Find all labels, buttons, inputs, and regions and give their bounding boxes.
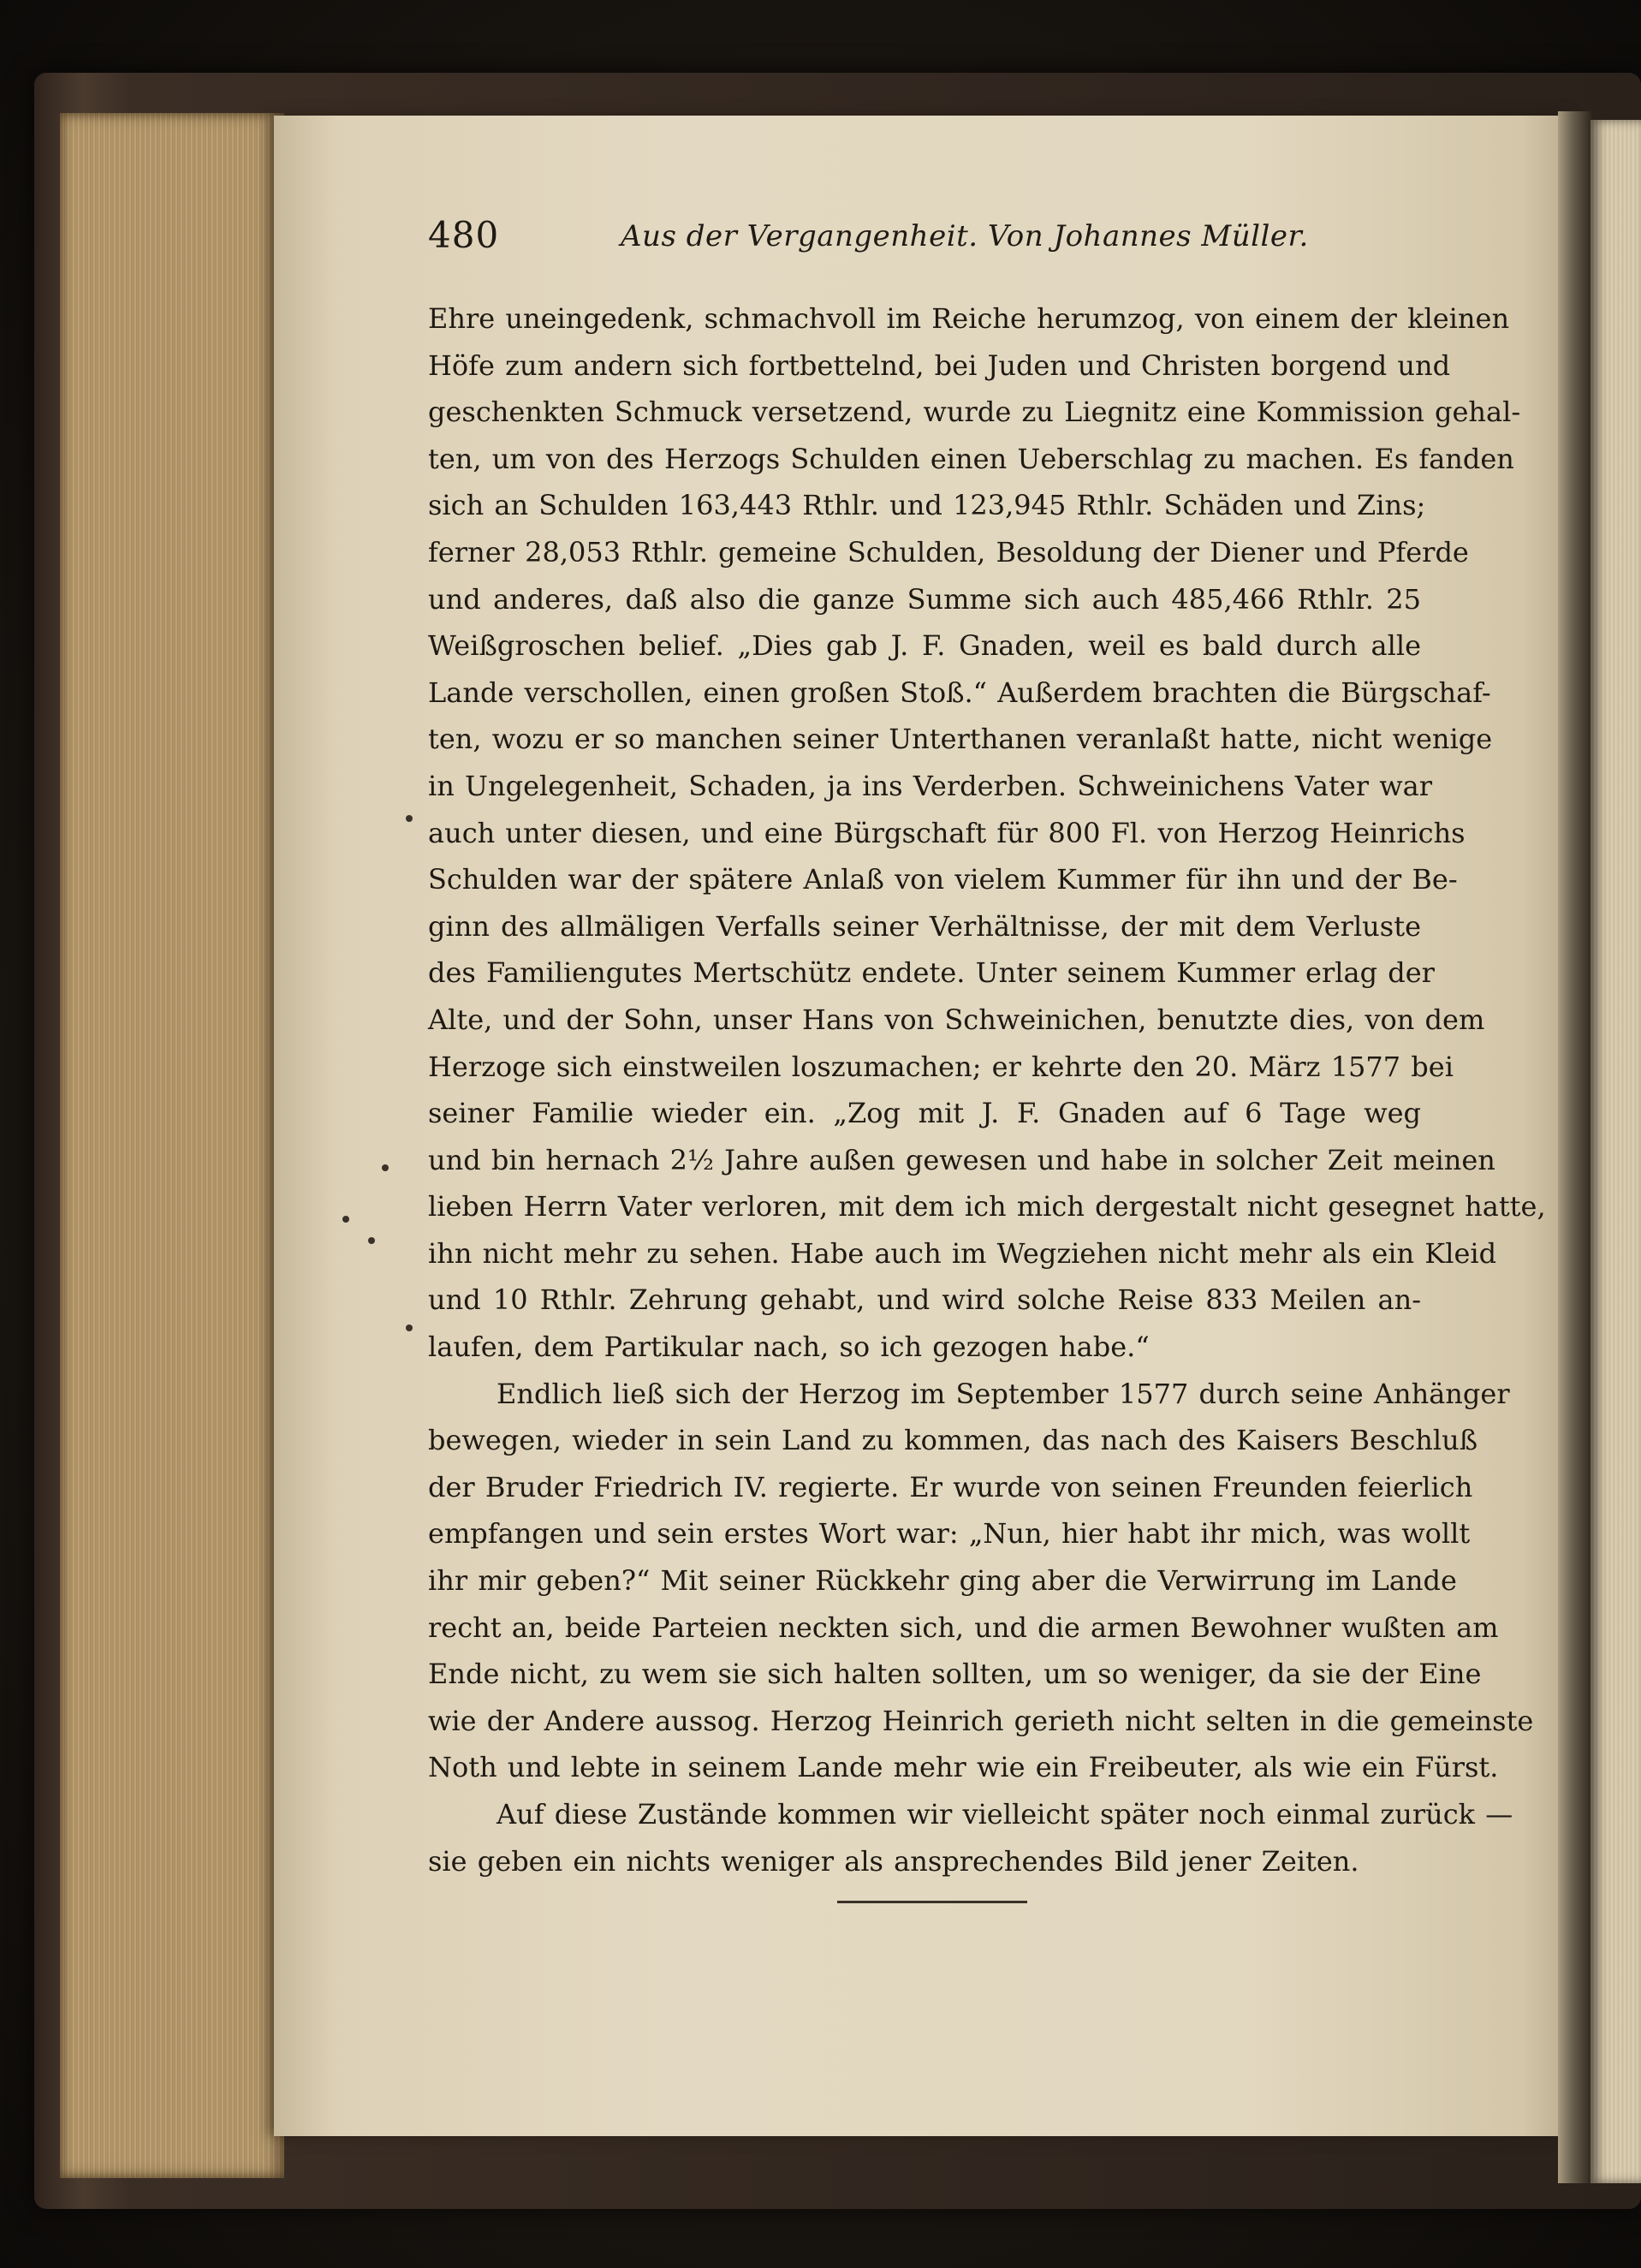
text-line: ferner 28,053 Rthlr. gemeine Schulden, Besoldung der Diener und Pferde: [428, 535, 1469, 568]
text-line: der Bruder Friedrich IV. regierte. Er wurde von seinen Freunden feierlich: [428, 1470, 1473, 1503]
text-line: ihr mir geben?“ Mit seiner Rückkehr ging aber die Verwirrung im Lande: [428, 1564, 1457, 1598]
text-line: Lande verschollen, einen großen Stoß.“ Außerdem brachten die Bürgschaf-: [428, 676, 1491, 709]
margin-mark: [368, 1237, 375, 1244]
text-line: recht an, beide Parteien neckten sich, und die armen Bewohner wußten am: [428, 1610, 1499, 1644]
text-line: sich an Schulden 163,443 Rthlr. und 123,945 Rthlr. Schäden und Zins;: [428, 489, 1426, 522]
text-line: des Familiengutes Mertschütz endete. Unter seinem Kummer erlag der: [428, 956, 1435, 990]
text-line: seiner Familie wieder ein. „Zog mit J. F. Gnaden auf 6 Tage weg: [428, 1097, 1421, 1130]
text-line: bewegen, wieder in sein Land zu kommen, das nach des Kaisers Beschluß: [428, 1424, 1478, 1457]
text-line: Schulden war der spätere Anlaß von vielem Kummer für ihn und der Be-: [428, 863, 1458, 896]
margin-mark: [406, 1324, 413, 1331]
text-line: laufen, dem Partikular nach, so ich gezogen habe.“: [428, 1330, 1150, 1364]
margin-mark: [406, 815, 413, 822]
text-line: und bin hernach 2½ Jahre außen gewesen und habe in solcher Zeit meinen: [428, 1143, 1495, 1176]
text-line: Alte, und der Sohn, unser Hans von Schweinichen, benutzte dies, von dem: [428, 1003, 1485, 1036]
page-number: 480: [428, 214, 500, 256]
text-line: geschenkten Schmuck versetzend, wurde zu Liegnitz eine Kommission gehal-: [428, 396, 1521, 429]
text-line: Endlich ließ sich der Herzog im September 1577 durch seine Anhänger: [496, 1377, 1510, 1410]
text-line: ten, wozu er so manchen seiner Unterthanen veranlaßt hatte, nicht wenige: [428, 723, 1493, 756]
text-line: sie geben ein nichts weniger als ansprechendes Bild jener Zeiten.: [428, 1844, 1359, 1878]
text-line: Noth und lebte in seinem Lande mehr wie ein Freibeuter, als wie ein Fürst.: [428, 1751, 1499, 1784]
text-line: empfangen und sein erstes Wort war: „Nun, hier habt ihr mich, was wollt: [428, 1517, 1471, 1551]
margin-mark: [342, 1216, 349, 1223]
text-line: wie der Andere aussog. Herzog Heinrich gerieth nicht selten in die gemeinste: [428, 1704, 1534, 1737]
text-line: ginn des allmäligen Verfalls seiner Verhältnisse, der mit dem Verluste: [428, 909, 1421, 943]
text-line: Auf diese Zustände kommen wir vielleicht später noch einmal zurück —: [496, 1798, 1513, 1830]
text-line: Ende nicht, zu wem sie sich halten sollten, um so weniger, da sie der Eine: [428, 1658, 1482, 1691]
text-line: Herzoge sich einstweilen loszumachen; er kehrte den 20. März 1577 bei: [428, 1050, 1454, 1083]
text-line: ihn nicht mehr zu sehen. Habe auch im Wegziehen nicht mehr als ein Kleid: [428, 1236, 1497, 1270]
text-line: und 10 Rthlr. Zehrung gehabt, und wird solche Reise 833 Meilen an-: [428, 1283, 1421, 1317]
text-line: Weißgroschen belief. „Dies gab J. F. Gnaden, weil es bald durch alle: [428, 629, 1421, 663]
book-gutter: [1558, 111, 1592, 2183]
text-line: auch unter diesen, und eine Bürgschaft für 800 Fl. von Herzog Heinrichs: [428, 816, 1466, 849]
text-line: lieben Herrn Vater verloren, mit dem ich mich dergestalt nicht gesegnet hatte,: [428, 1190, 1546, 1223]
text-line: Ehre uneingedenk, schmachvoll im Reiche herumzog, von einem der kleinen: [428, 302, 1510, 335]
facing-page-edge: [1590, 120, 1641, 2183]
text-line: und anderes, daß also die ganze Summe sich auch 485,466 Rthlr. 25: [428, 582, 1421, 616]
running-title: Aus der Vergangenheit. Von Johannes Müller.: [621, 219, 1309, 253]
page-edges-left: [60, 113, 284, 2178]
body-text: [428, 295, 1546, 1884]
section-end-rule: [837, 1901, 1027, 1903]
margin-mark: [382, 1164, 389, 1171]
text-line: Höfe zum andern sich fortbettelnd, bei Juden und Christen borgend und: [428, 348, 1451, 382]
text-line: in Ungelegenheit, Schaden, ja ins Verderben. Schweinichens Vater war: [428, 769, 1433, 802]
page-header: [428, 214, 1309, 265]
text-line: ten, um von des Herzogs Schulden einen Ueberschlag zu machen. Es fanden: [428, 442, 1514, 475]
